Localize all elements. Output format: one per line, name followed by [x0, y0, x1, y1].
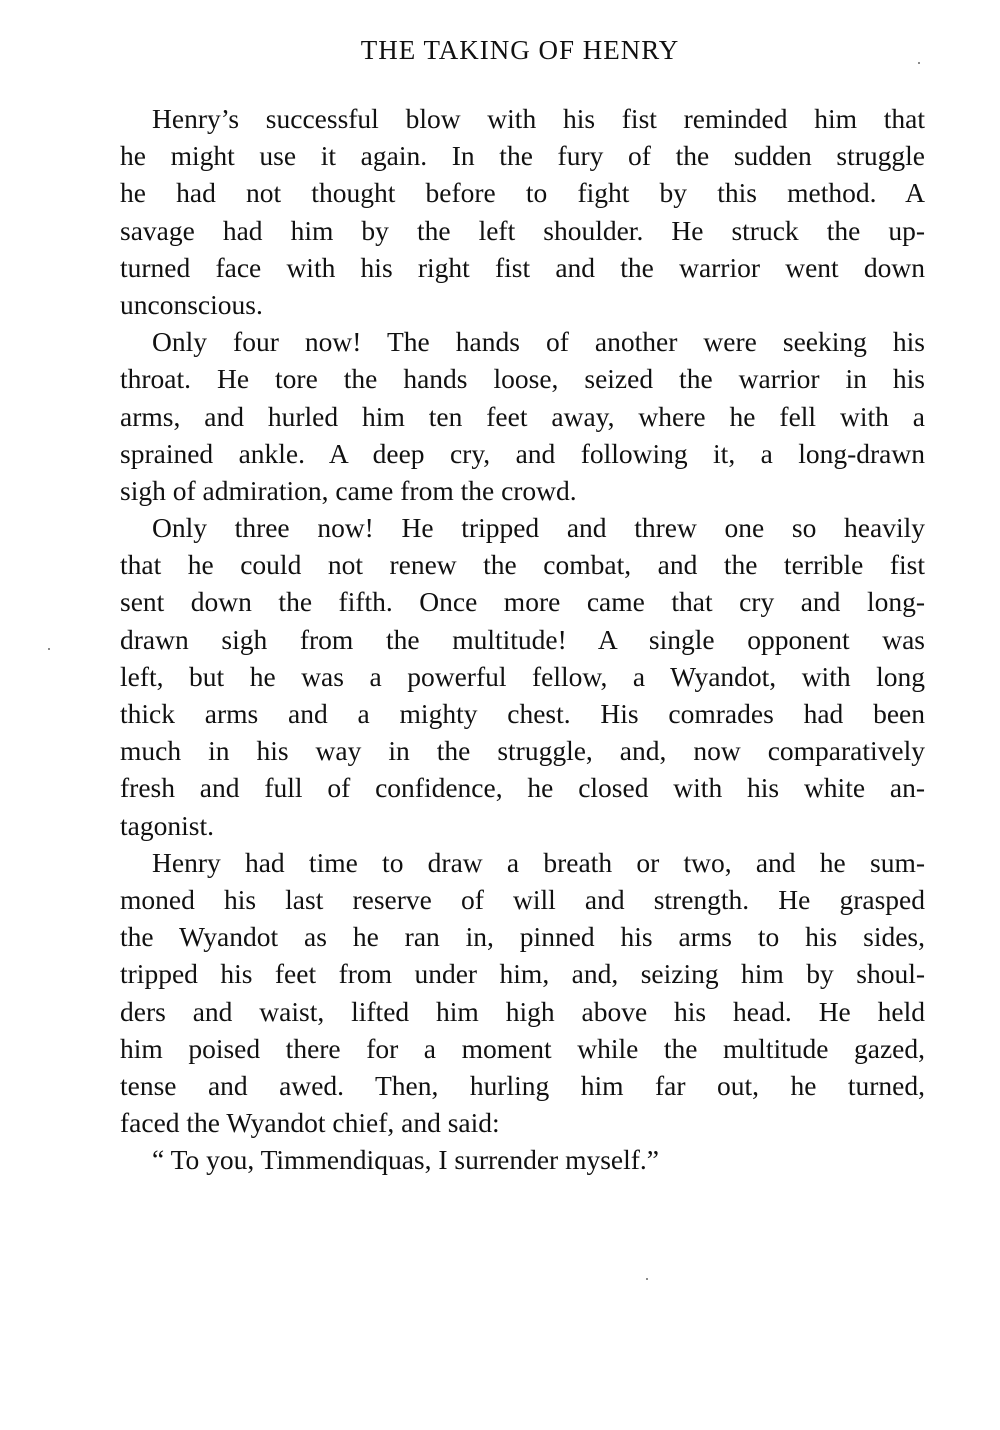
- text-line: sigh of admiration, came from the crowd.: [120, 474, 577, 506]
- text-line: unconscious.: [120, 288, 263, 320]
- text-line: faced the Wyandot chief, and said:: [120, 1107, 500, 1139]
- text-line: much in his way in the struggle, and, now comparatively: [120, 735, 925, 767]
- text-line: drawn sigh from the multitude! A single opponent was: [120, 623, 925, 655]
- text-line: thick arms and a mighty chest. His comrades had been: [120, 698, 925, 729]
- text-line: the Wyandot as he ran in, pinned his arms to his sides,: [120, 921, 925, 953]
- scan-speck: [646, 1278, 648, 1280]
- text-line: fresh and full of confidence, he closed with his white an-: [120, 772, 925, 804]
- text-line: Only three now! He tripped and threw one so heavily: [152, 512, 925, 544]
- body-text: [120, 100, 925, 1178]
- running-head: THE TAKING OF HENRY: [360, 35, 680, 65]
- text-line: that he could not renew the combat, and the terrible fist: [120, 549, 925, 581]
- text-line: moned his last reserve of will and strength. He grasped: [120, 883, 925, 915]
- text-line: he might use it again. In the fury of the sudden struggle: [120, 140, 925, 172]
- text-line: Only four now! The hands of another were seeking his: [152, 326, 925, 358]
- text-line: sprained ankle. A deep cry, and following it, a long-drawn: [120, 437, 925, 469]
- text-line: “ To you, Timmendiquas, I surrender myself.”: [152, 1144, 660, 1176]
- text-line: throat. He tore the hands loose, seized the warrior in his: [120, 363, 925, 395]
- scan-speck: [48, 648, 50, 650]
- text-line: arms, and hurled him ten feet away, where he fell with a: [120, 400, 925, 432]
- text-line: left, but he was a powerful fellow, a Wyandot, with long: [120, 660, 925, 692]
- text-line: tripped his feet from under him, and, seizing him by shoul-: [120, 958, 925, 990]
- text-line: turned face with his right fist and the warrior went down: [120, 251, 925, 283]
- text-line: Henry’s successful blow with his fist reminded him that: [152, 103, 925, 134]
- scan-speck: [918, 62, 920, 64]
- text-line: tagonist.: [120, 809, 214, 841]
- text-line: him poised there for a moment while the multitude gazed,: [120, 1032, 925, 1064]
- text-line: Henry had time to draw a breath or two, and he sum-: [152, 846, 925, 878]
- text-line: sent down the fifth. Once more came that cry and long-: [120, 586, 925, 618]
- text-line: savage had him by the left shoulder. He struck the up-: [120, 214, 925, 246]
- text-line: tense and awed. Then, hurling him far out, he turned,: [120, 1069, 925, 1101]
- text-line: he had not thought before to fight by this method. A: [120, 177, 925, 209]
- text-line: ders and waist, lifted him high above his head. He held: [120, 995, 925, 1027]
